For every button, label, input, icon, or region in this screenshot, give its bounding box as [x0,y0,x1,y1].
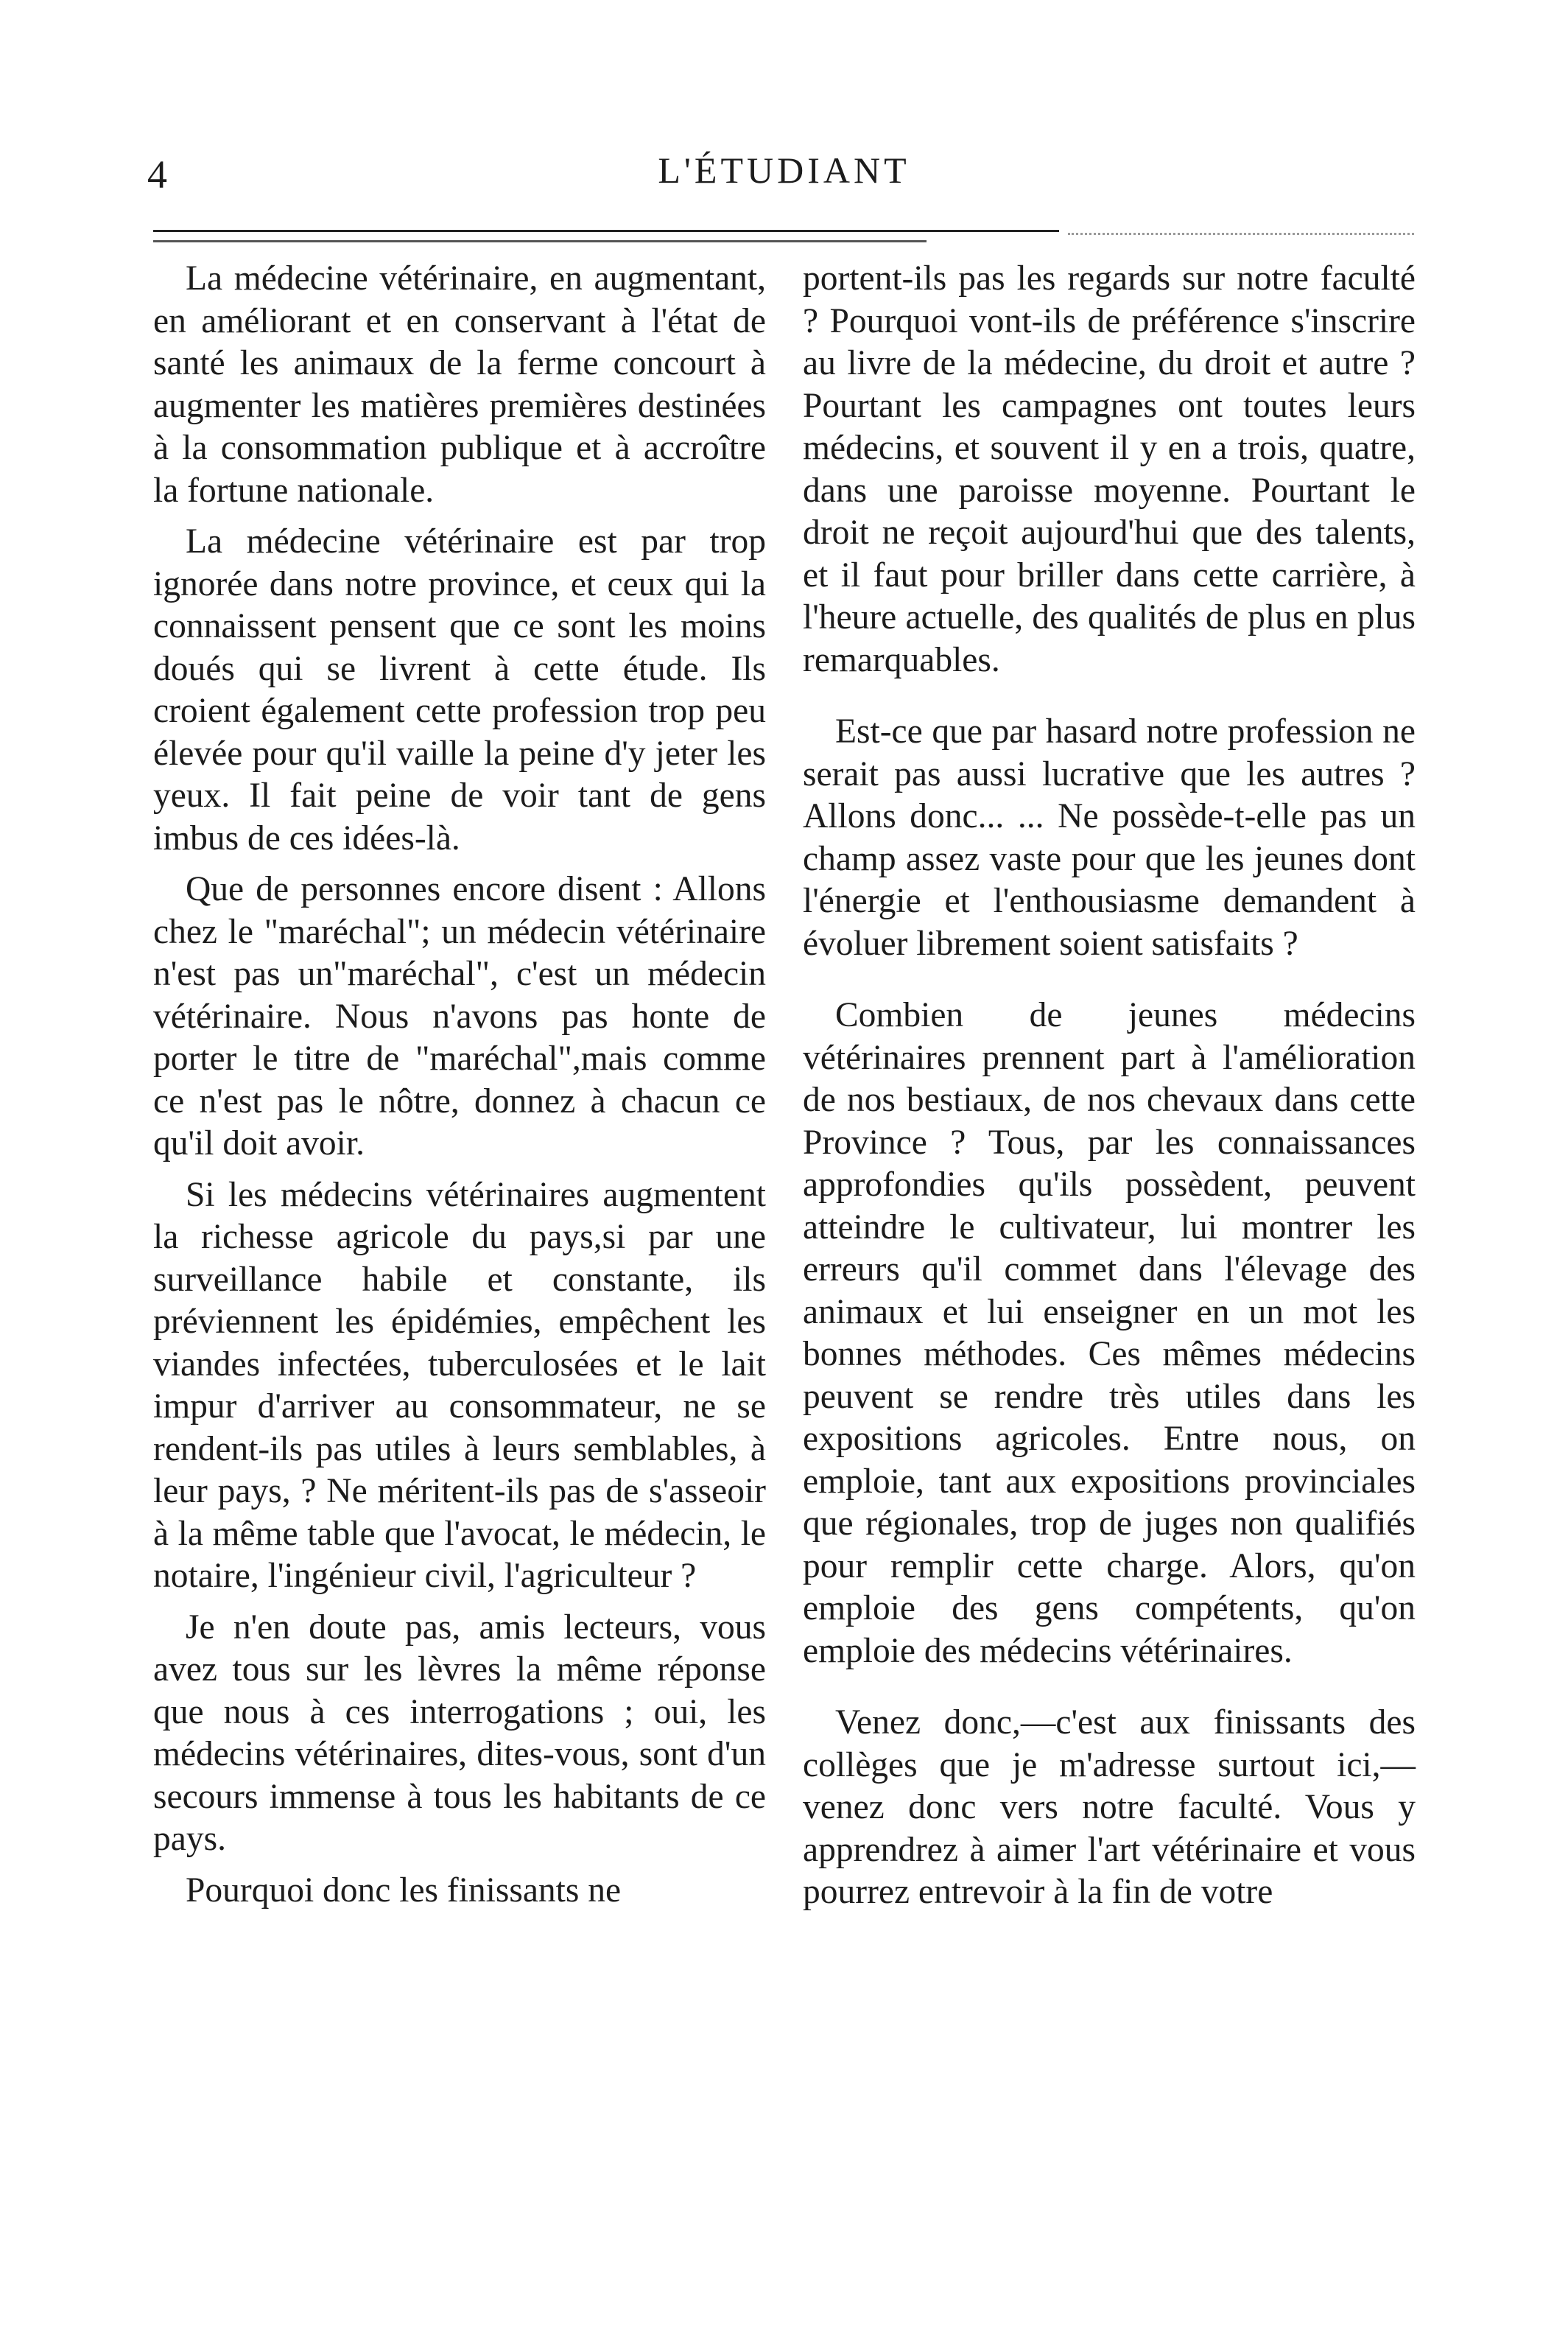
left-paragraph-4: Si les médecins vétérinaires augmentent la richesse agricole du pays,si par une surveillance habile et constante, ils préviennent les épidémies, empêchent les viandes infectées, tuberculosées et le lait impur d'arriver au consommateur, ne se rendent-ils pas utiles à leurs semblables, à leur pays, ? Ne méritent-ils pas de s'asseoir à la même table que l'avocat, le médecin, le notaire, l'ingénieur civil, l'agriculteur ? [153,1175,766,1595]
right-paragraph-4: Venez donc,—c'est aux finissants des collèges que je m'adresse surtout ici,—venez donc vers notre faculté. Vous y apprendrez à aimer l'art vétérinaire et vous pourrez entrevoir à la fin de votre [803,1703,1416,1911]
right-paragraph-3: Combien de jeunes médecins vétérinaires prennent part à l'amélioration de nos bestiaux, de nos chevaux dans cette Province ? Tous, par les connaissances approfondies qu'ils possèdent, peuvent atteindre le cultivateur, lui montrer les erreurs qu'il commet dans l'élevage des animaux et lui enseigner en un mot les bonnes méthodes. Ces mêmes médecins peuvent se rendre très utiles dans les expositions agricoles. Entre nous, on emploie, tant aux expositions provinciales que régionales, trop de juges non qualifiés pour remplir cette charge. Alors, qu'on emploie des gens compétents, qu'on emploie des médecins vétérinaires. [803,996,1416,1670]
left-paragraph-2: La médecine vétérinaire est par trop ignorée dans notre province, et ceux qui la connaissent pensent que ce sont les moins doués qui se livrent à cette étude. Ils croient également cette profession trop peu élevée pour qu'il vaille la peine d'y jeter les yeux. Il fait peine de voir tant de gens imbus de ces idées-là. [153,522,766,858]
left-paragraph-5: Je n'en doute pas, amis lecteurs, vous avez tous sur les lèvres la même réponse que nous à ces interrogations ; oui, les médecins vétérinaires, dites-vous, sont d'un secours immense à tous les habitants de ce pays. [153,1607,766,1858]
left-paragraph-6: Pourquoi donc les finissants ne [186,1871,622,1910]
page-number: 4 [147,152,167,197]
left-paragraph-3: Que de personnes encore disent : Allons chez le "maréchal"; un médecin vétérinaire n'est pas un"maréchal", c'est un médecin vétérinaire. Nous n'avons pas honte de porter le titre de "maréchal",mais comme ce n'est pas le nôtre, donnez à chacun ce qu'il doit avoir. [153,870,766,1163]
header-rule-faded [1068,233,1414,235]
header-rule-upper [153,230,1059,232]
right-column [803,258,1416,1914]
right-paragraph-1: portent-ils pas les regards sur notre faculté ? Pourquoi vont-ils de préférence s'inscrire au livre de la médecine, du droit et autre ? Pourtant les campagnes ont toutes leurs médecins, et souvent il y en a trois, quatre, dans une paroisse moyenne. Pourtant le droit ne reçoit aujourd'hui que des talents, et il faut pour briller dans cette carrière, à l'heure actuelle, des qualités de plus en plus remarquables. [803,259,1416,679]
left-paragraph-1: La médecine vétérinaire, en augmentant, en améliorant et en conservant à l'état de santé les animaux de la ferme concourt à augmenter les matières premières destinées à la consommation publique et à accroître la fortune nationale. [153,259,766,510]
header-rule-lower [153,240,927,242]
running-head-title: L'ÉTUDIANT [658,150,910,191]
right-paragraph-2: Est-ce que par hasard notre profession ne serait pas aussi lucrative que les autres ? Allons donc... ... Ne possède-t-elle pas un champ assez vaste pour que les jeunes dont l'énergie et l'enthousiasme demandent à évoluer librement soient satisfaits ? [803,712,1416,963]
left-column [153,258,766,1912]
